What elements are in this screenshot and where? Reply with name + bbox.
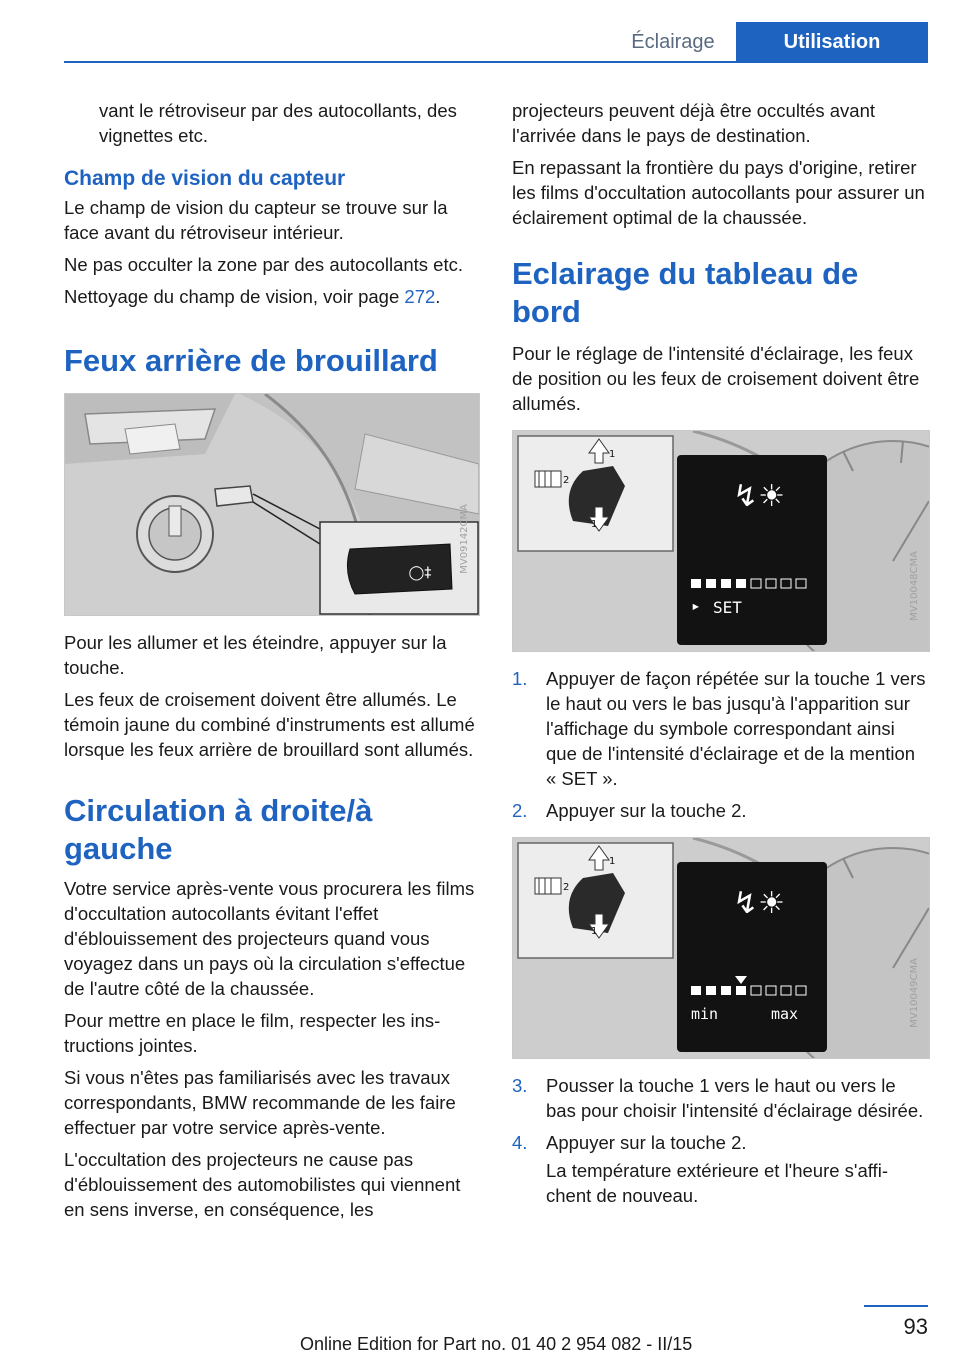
header-rule — [64, 61, 928, 63]
key-label: 1 — [609, 856, 616, 867]
list-item — [512, 666, 926, 791]
step-text: Appuyer sur la touche 2. — [546, 1132, 747, 1153]
paragraph: projecteurs peuvent déjà être occultés avant l'arrivée dans le pays de destination. — [512, 100, 876, 146]
key-label: 1 — [609, 449, 616, 460]
figure-code: MV10049CMA — [909, 958, 920, 1028]
key-label: 1 — [591, 519, 598, 530]
paragraph: L'occultation des projecteurs ne cause pas d'éblouissement des automobilistes qui viennent en sens inverse, en conséquence, les — [64, 1149, 461, 1220]
step-text: Appuyer sur la touche 2. — [546, 800, 747, 821]
step-number-empty — [512, 1158, 546, 1208]
max-label: max — [771, 1005, 799, 1023]
paragraph: Pour les allumer et les éteindre, appuyer sur la touche. — [64, 632, 447, 678]
header-chapter-tab: Utilisation — [736, 22, 928, 63]
set-label: SET — [713, 598, 742, 617]
page-number: 93 — [903, 1314, 928, 1339]
key-label: 2 — [563, 882, 570, 893]
paragraph: En repassant la frontière du pays d'origine, retirer les films d'occultation autocollants pour assurer un éclairement optimal de la chaussée. — [512, 157, 925, 228]
figure-fog-light-switch — [64, 393, 480, 616]
page-link[interactable]: 272 — [404, 286, 436, 307]
steps-list-a — [512, 666, 926, 823]
left-column — [64, 98, 478, 1229]
paragraph: Pour le réglage de l'intensité d'éclairage, les feux de position ou les feux de croisement doivent être allumés. — [512, 343, 920, 414]
step-number: 4. — [512, 1132, 528, 1153]
step-text: Appuyer de façon répétée sur la touche 1 vers le haut ou vers le bas jusqu'à l'apparition sur l'affichage du symbole correspondant ainsi que de l'intensité d'éclairage et de la mention « SET ». — [546, 668, 926, 789]
paragraph-text: Nettoyage du champ de vision, voir page — [64, 286, 405, 307]
footer-rule — [864, 1305, 928, 1307]
fog-switch-illustration — [65, 394, 479, 615]
footer-edition: Online Edition for Part no. 01 40 2 954 082 - II/15 — [300, 1334, 693, 1354]
figure-dimmer-set — [512, 430, 930, 652]
step-note: La température extérieure et l'heure s'affichent de nouveau. — [546, 1160, 888, 1206]
list-item — [512, 1073, 926, 1123]
list-item-note — [512, 1158, 926, 1208]
svg-text:▸: ▸ — [691, 596, 701, 615]
paragraph: Si vous n'êtes pas familiarisés avec les travaux correspondants, BMW recommande de les faire effectuer par votre service après-vente. — [64, 1067, 456, 1138]
list-item — [512, 1130, 926, 1155]
light-symbol-icon: ↯☀ — [733, 886, 786, 921]
paragraph: Votre service après-vente vous procurera les films d'occultation autocollants évitant l'effet d'éblouissement des projecteurs quand vous voyagez dans un pays où la circulation s'effectue de l'autre côté de la chaussée. — [64, 878, 475, 999]
key-label: 1 — [591, 926, 598, 937]
continued-text: vant le rétroviseur par des autocollants, des vignettes etc. — [99, 100, 457, 146]
right-column — [512, 98, 926, 1215]
svg-text:◯‡: ◯‡ — [408, 565, 432, 581]
paragraph: Ne pas occulter la zone par des autocollants etc. — [64, 254, 464, 275]
list-item — [512, 798, 926, 823]
heading-eclairage-tableau: Eclairage du tableau de bord — [512, 256, 859, 329]
heading-circulation: Circulation à droite/à gauche — [64, 793, 373, 866]
paragraph: Le champ de vision du capteur se trouve sur la face avant du rétroviseur intérieur. — [64, 197, 448, 243]
paragraph: Les feux de croisement doivent être allumés. Le témoin jaune du combiné d'instruments est allumé lorsque les feux arrière de brouillard sont allumés. — [64, 689, 475, 760]
dimmer-minmax-illustration — [513, 838, 929, 1058]
paragraph-with-link — [64, 284, 478, 309]
steps-list-b — [512, 1073, 926, 1208]
step-text: Pousser la touche 1 vers le haut ou vers le bas pour choisir l'intensité d'éclairage désirée. — [546, 1075, 924, 1121]
heading-feux-brouillard: Feux arrière de brouillard — [64, 343, 438, 378]
figure-code: MV10048CMA — [909, 551, 920, 621]
paragraph-text: . — [435, 286, 441, 307]
header-section-tab: Éclairage — [631, 31, 715, 53]
step-number: 2. — [512, 800, 528, 821]
min-label: min — [691, 1005, 719, 1023]
paragraph: Pour mettre en place le film, respecter les instructions jointes. — [64, 1010, 441, 1056]
light-symbol-icon: ↯☀ — [733, 479, 786, 514]
figure-code: MV09142CMA — [459, 504, 470, 574]
heading-champ-capteur: Champ de vision du capteur — [64, 167, 346, 190]
key-label: 2 — [563, 475, 570, 486]
step-number: 1. — [512, 668, 528, 689]
figure-dimmer-minmax — [512, 837, 930, 1059]
step-number: 3. — [512, 1075, 528, 1096]
